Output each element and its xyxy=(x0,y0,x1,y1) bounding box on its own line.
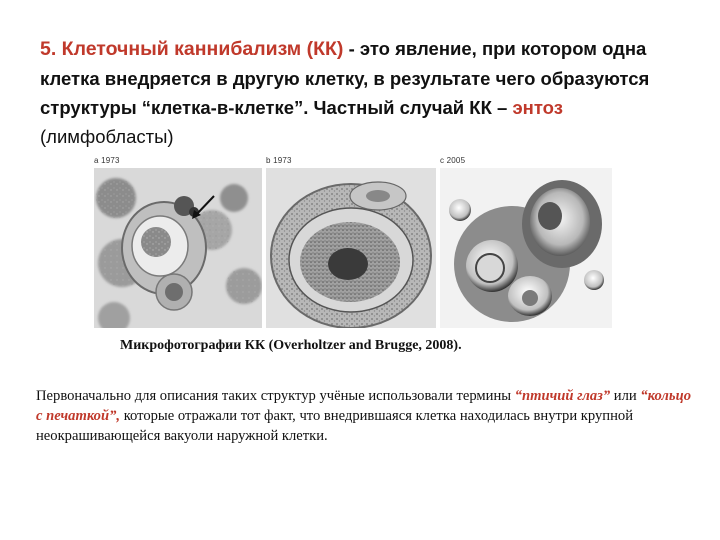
heading-lymphoblasts: (лимфобласты) xyxy=(40,126,174,147)
micrograph-b-image xyxy=(266,168,436,328)
panel-a-label: a 1973 xyxy=(94,156,120,165)
panel-c-label: c 2005 xyxy=(440,156,466,165)
slide-heading xyxy=(40,34,690,151)
explanation-paragraph xyxy=(36,386,696,446)
heading-title: 5. Клеточный каннибализм (КК) xyxy=(40,38,344,60)
micrograph-panel-a xyxy=(94,156,262,328)
heading-definition: - это явление, при котором одна клетка внедряется в другую клетку, в результате чего образуются структуры “клетка-в-клетке”. Частный случай КК – xyxy=(40,38,650,118)
paragraph-conclusion: которые отражали тот факт, что внедрившаяся клетка находилась внутри крупной неокрашивающейся вакуоли наружной клетки. xyxy=(36,408,634,444)
micrograph-a-image xyxy=(94,168,262,328)
micrograph-panel-b xyxy=(266,156,436,328)
heading-entosis-term: энтоз xyxy=(512,97,563,118)
term-bird-eye: “птичий глаз” xyxy=(514,388,611,404)
micrograph-panel-c xyxy=(440,156,612,328)
micrograph-c-image xyxy=(440,168,612,328)
panel-b-label: b 1973 xyxy=(266,156,292,165)
paragraph-intro: Первоначально для описания таких структур учёные использовали термины xyxy=(36,388,515,404)
figure-caption: Микрофотографии КК (Overholtzer and Brugge, 2008). xyxy=(120,338,462,353)
micrograph-figure xyxy=(94,156,612,328)
term-signet-ring: “кольцо с печаткой”, xyxy=(36,388,692,424)
paragraph-or: или xyxy=(610,388,641,404)
